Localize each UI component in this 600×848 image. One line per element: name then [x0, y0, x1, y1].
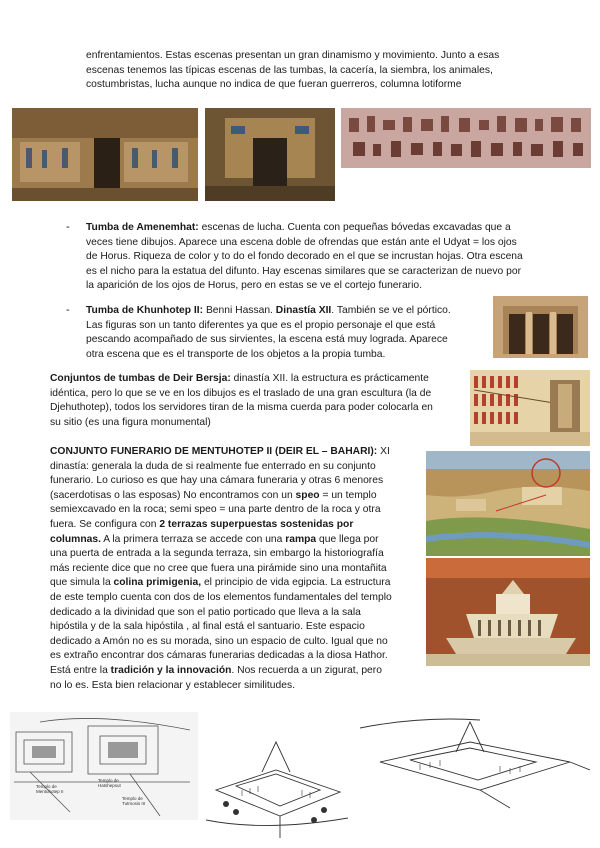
text-line: la aparición de los ojos de Horus, pero en estas se ve el cortejo funerario.: [86, 280, 422, 292]
mentuhotep-paragraph: CONJUNTO FUNERARIO DE MENTUHOTEP II (DEIR EL – BAHARI): XI dinastía: generala la duda de si realmente fue enterrado en su conjunto funerario. Lo curioso es que hay una cámara funeraria y otras 6 menores (sacerdotisas o las esposas) No encontramos con un speo = un templo semiexcavado en la roca; semi speo = una parte dentro de la roca y otra fuera. Se configura con 2 terrazas superpuestas sostenidas por columnas. A la primera terraza se accede con una rampa que llega por una puerta de entrada a la segunda terraza, sin embargo la historiografía más reciente dice que no cree que fuera una pirámide sino una montañita que simula la colina primigenia, el principio de vida egipcia. La estructura de este templo cuenta con dos de los elementos fundamentales del templo dedicado a la divinidad que son el patio porticado que lleva a la sala hipóstila y de la sala hipóstila , al final está el santuario. Este espacio dedicado a Amón no es su morada, sino un espacio de culto. Igual que no es extraño encontrar dos cámaras funerarias dedicadas a la diosa Hathor. Está entre la tradición y la innovación. Nos recuerda a un zigurat, pero no lo es. Esta bien relacionar y establecer similitudes.: [50, 446, 392, 691]
plan-label: Templo de Mentuhotep II: [36, 784, 64, 794]
amenemhat-title: Tumba de Amenemhat:: [86, 222, 199, 233]
mentuhotep-temple-reconstruction: [426, 558, 590, 666]
text-line: Las figuras son un tanto diferentes ya que es el propio personaje el que está: [86, 319, 436, 331]
text-line: pescando acompañado de sus sirvientes, la escena está muy lograda. Aparece: [86, 334, 448, 346]
hieroglyph-frieze-photo: [341, 108, 591, 168]
colossus-transport-drawing: [470, 370, 590, 446]
khunhotep-paragraph: Tumba de Khunhotep II: Benni Hassan. Dinastía XII. También se ve el pórtico. Las figuras son un tanto diferentes ya que es el propio personaje el que está pescando acompañado de sus sirvientes, la escena está muy lograda. Aparece otra escena que es el transporte de los objetos a la propia tumba.: [86, 304, 451, 362]
deir-el-bahari-aerial-illustration: [426, 451, 590, 556]
bersja-paragraph: Conjuntos de tumbas de Deir Bersja: dinastía XII. la estructura es prácticamente idéntica, pero lo que se ve en los dibujos es el traslado de una gran escultura (la de Djehuthotep), todos los servidores tiran de la misma cuerda para poder colocarla en su sitio (es una figura monumental): [50, 372, 433, 430]
text-line: enfrentamientos. Estas escenas presentan un gran dinamismo y movimiento. Junto a esas: [86, 50, 500, 61]
rock-tomb-portico-photo: [493, 296, 588, 358]
dynasty-label: Dinastía XII: [275, 305, 332, 316]
text-line: Djehuthotep), todos los servidores tiran de la misma cuerda para poder colocarla en: [50, 402, 433, 414]
bullet-marker: -: [66, 304, 70, 316]
temple-isometric-sketch: [360, 712, 590, 812]
text-line: escenas de lucha. Cuenta con pequeñas bóvedas excavadas que a: [198, 222, 511, 233]
text-line: escenas tenemos las típicas escenas de las tumbas, la cacería, la siembra, los animales,: [86, 64, 493, 76]
text-line: otra escena que es el transporte de los objetos a la propia tumba.: [86, 348, 386, 360]
text-line: idéntica, pero lo que se ve en los dibujos es el traslado de una gran escultura (la de: [50, 387, 432, 399]
mentuhotep-title: CONJUNTO FUNERARIO DE MENTUHOTEP II (DEIR EL – BAHARI):: [50, 446, 378, 457]
text-line: de Horus. Riqueza de color y to do el fondo decorado en el que se incrustan hojas. Otra escena: [86, 251, 523, 263]
bullet-marker: -: [66, 221, 70, 233]
plan-label: Templo de Hatshepsut: [98, 778, 121, 788]
text-line: es el nicho para la estatua del difunto. Hay escenas similares que se caracterizan de nuevo por: [86, 265, 522, 277]
tomb-interior-photo-1: [12, 108, 198, 201]
plan-label: Templo de Tutmosis III: [122, 796, 146, 806]
deir-el-bahari-site-plan: [10, 712, 198, 820]
amenemhat-paragraph: [86, 221, 523, 294]
intro-paragraph: [86, 49, 499, 93]
text-line: veces tiene dibujos. Aparece una escena doble de ofrendas que están ante el Udyat = los ojos: [86, 236, 517, 248]
khunhotep-title: Tumba de Khunhotep II:: [86, 305, 204, 316]
bersja-title: Conjuntos de tumbas de Deir Bersja:: [50, 373, 231, 384]
text-line: su sitio (es una figura monumental): [50, 416, 211, 428]
text-line: costumbristas, lucha aunque no indica de que fueran guerreros, columna lotiforme: [86, 79, 462, 91]
temple-perspective-sketch: [206, 720, 348, 838]
tomb-interior-photo-2: [205, 108, 335, 201]
